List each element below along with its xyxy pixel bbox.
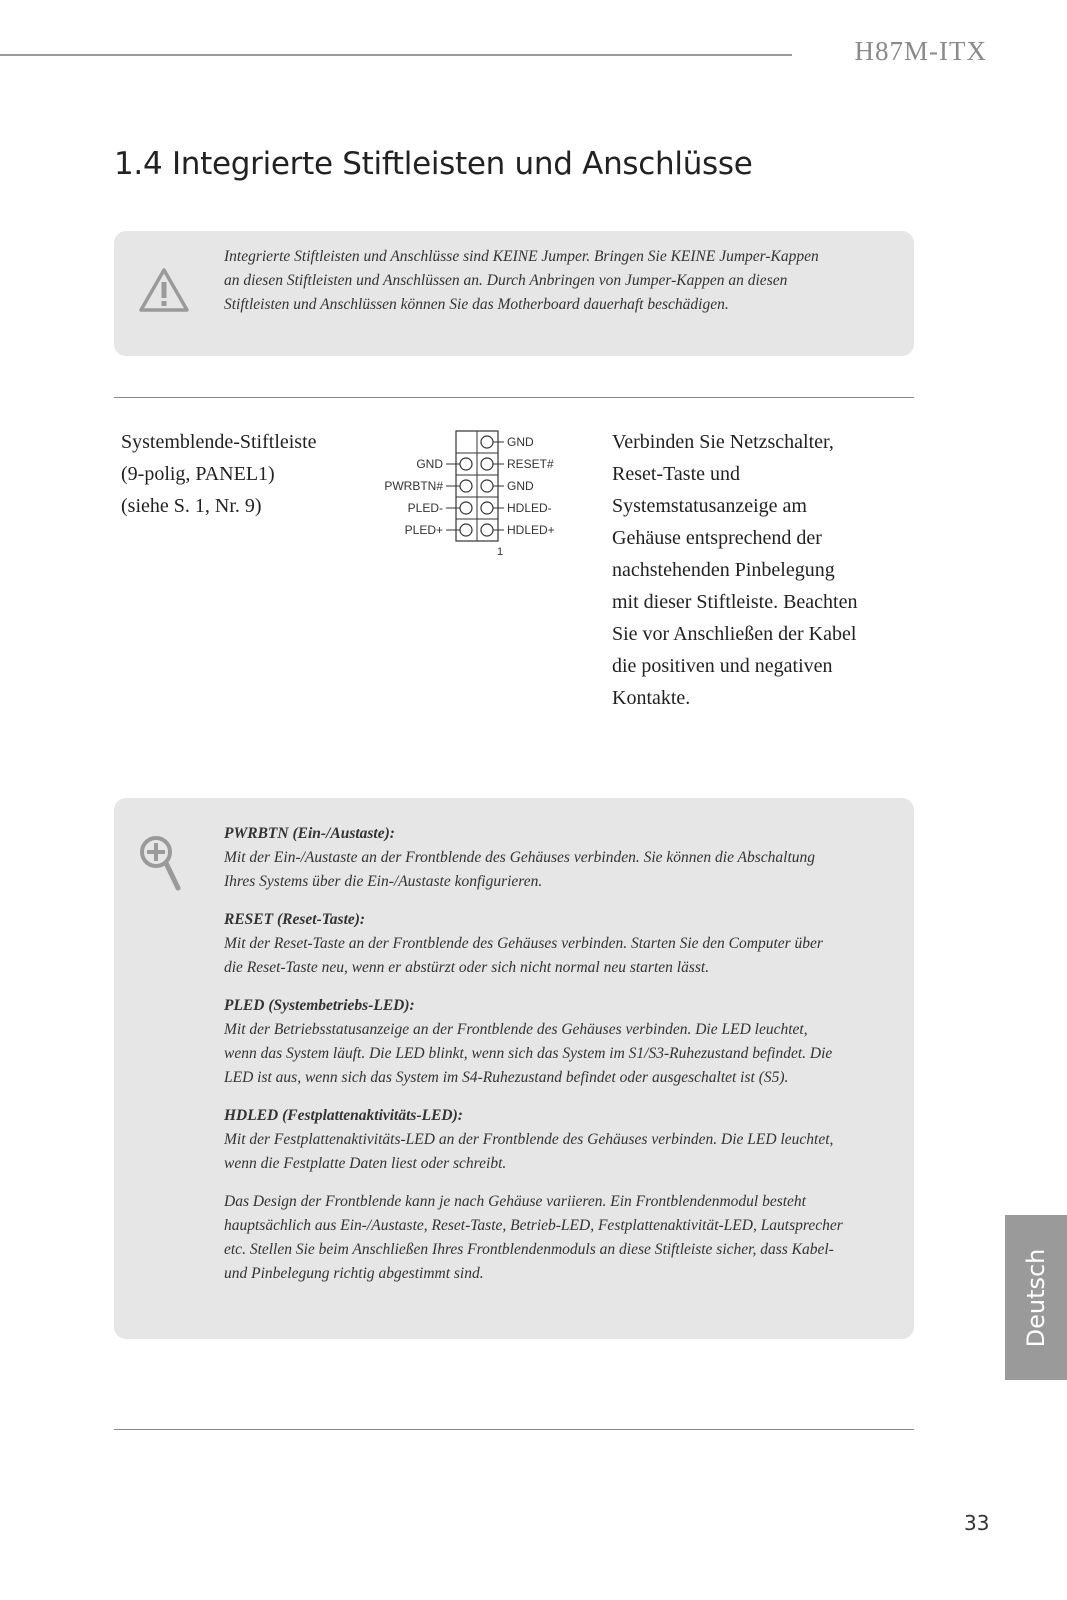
pin: [481, 524, 493, 536]
info-item-note: [224, 1190, 844, 1286]
header-name-line: Systemblende-Stiftleiste: [121, 431, 317, 453]
header-name: [121, 426, 317, 522]
pin: [460, 458, 472, 470]
info-item: [224, 1104, 844, 1176]
language-tab: [1005, 1215, 1067, 1380]
language-tab-label: Deutsch: [1022, 1248, 1050, 1347]
info-item: [224, 994, 844, 1090]
header-description: Verbinden Sie Netzschalter, Reset-Taste und Systemstatusanzeige am Gehäuse entsprechend der nachstehenden Pinbelegung mit dieser Stiftleiste. Beachten Sie vor Anschließen der Kabel die positiven und negativen Kontakte.: [612, 431, 858, 709]
warning-triangle-icon: [138, 267, 190, 313]
panel1-pinout-diagram: [370, 428, 580, 568]
warning-box: [114, 231, 914, 356]
warning-text: Integrierte Stiftleisten und Anschlüsse sind KEINE Jumper. Bringen Sie KEINE Jumper-Kappen an diesen Stiftleisten und Anschlüssen an. Durch Anbringen von Jumper-Kappen an diesen Stiftleisten und Anschlüssen können Sie das Motherboard dauerhaft beschädigen.: [224, 248, 819, 313]
pin: [481, 458, 493, 470]
info-item-body: Mit der Festplattenaktivitäts-LED an der Frontblende des Gehäuses verbinden. Die LED leuchtet, wenn die Festplatte Daten liest oder schreibt.: [224, 1131, 834, 1172]
header-name-line: (9-polig, PANEL1): [121, 463, 275, 485]
section-title: 1.4 Integrierte Stiftleisten und Anschlüsse: [114, 146, 753, 182]
info-item-title: HDLED (Festplattenaktivitäts-LED):: [224, 1107, 463, 1124]
header-name-line: (siehe S. 1, Nr. 9): [121, 495, 262, 517]
divider-bottom: [114, 1429, 914, 1430]
pin: [460, 480, 472, 492]
pin: [481, 480, 493, 492]
divider-top: [114, 397, 914, 398]
info-box: [114, 798, 914, 1339]
magnifier-plus-icon: [138, 834, 184, 894]
pin-label-right: HDLED+: [507, 523, 555, 537]
pin-label-left: PLED-: [407, 501, 443, 515]
info-item-title: PLED (Systembetriebs-LED):: [224, 997, 415, 1014]
pin: [460, 524, 472, 536]
pin-label-right: HDLED-: [507, 501, 552, 515]
info-item-body: Mit der Ein-/Austaste an der Frontblende des Gehäuses verbinden. Sie können die Abschaltung Ihres Systems über die Ein-/Austaste konfigurieren.: [224, 849, 816, 890]
info-item-title: PWRBTN (Ein-/Austaste):: [224, 825, 395, 842]
pin-one-marker: 1: [497, 546, 504, 558]
model-name: H87M-ITX: [854, 36, 987, 66]
pin-label-right: RESET#: [507, 457, 554, 471]
header-rule: [0, 54, 792, 56]
info-item: [224, 908, 844, 980]
pin-label-left: PLED+: [404, 523, 443, 537]
info-item: [224, 822, 844, 894]
info-item-body: Mit der Betriebsstatusanzeige an der Frontblende des Gehäuses verbinden. Die LED leuchtet, wenn das System läuft. Die LED blinkt, wenn sich das System im S1/S3-Ruhezustand befindet. Die LED ist aus, wenn sich das System im S4-Ruhezustand befindet oder ausgeschaltet ist (S5).: [224, 1021, 833, 1086]
pin-label-right: GND: [507, 479, 534, 493]
pin-label-right: GND: [507, 435, 534, 449]
pin-label-left: GND: [416, 457, 443, 471]
info-item-body: Das Design der Frontblende kann je nach Gehäuse variieren. Ein Frontblendenmodul besteht hauptsächlich aus Ein-/Austaste, Reset-Taste, Betrieb-LED, Festplattenaktivität-LED, Lautsprecher etc. Stellen Sie beim Anschließen Ihres Frontblendenmoduls an diese Stiftleiste sicher, dass Kabel- und Pinbelegung richtig abgestimmt sind.: [224, 1193, 843, 1282]
pin: [481, 436, 493, 448]
info-item-title: RESET (Reset-Taste):: [224, 911, 366, 928]
info-item-body: Mit der Reset-Taste an der Frontblende des Gehäuses verbinden. Starten Sie den Computer über die Reset-Taste neu, wenn er abstürzt oder sich nicht normal neu starten lässt.: [224, 935, 823, 976]
pin: [460, 502, 472, 514]
pin-label-left: PWRBTN#: [384, 479, 443, 493]
page-number: 33: [964, 1511, 990, 1535]
pin: [481, 502, 493, 514]
info-content: [224, 822, 844, 1300]
